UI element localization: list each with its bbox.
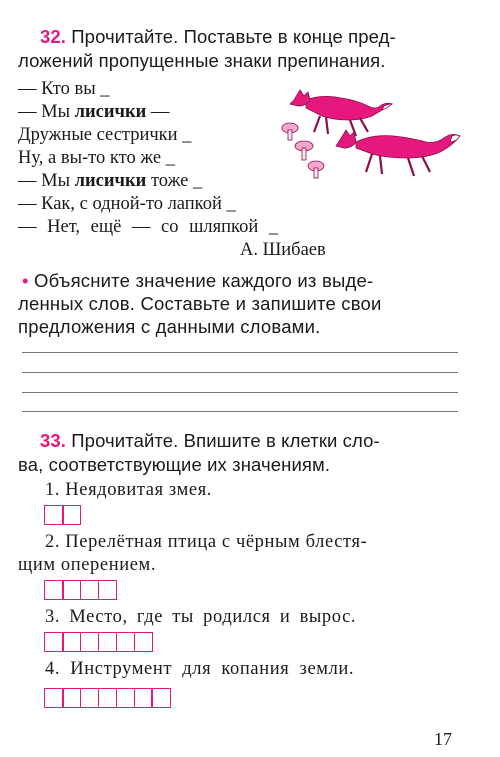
highlighted-word: лисички bbox=[74, 171, 147, 191]
answer-cell[interactable] bbox=[62, 580, 82, 600]
fox-1-head bbox=[290, 90, 310, 106]
writing-line[interactable] bbox=[22, 392, 458, 393]
writing-line[interactable] bbox=[22, 411, 458, 412]
answer-cells-2[interactable] bbox=[44, 580, 116, 600]
answer-cell[interactable] bbox=[116, 632, 136, 652]
ex32-task-line1: • Объясните значение каждого из выде- bbox=[22, 270, 374, 291]
answer-cells-3[interactable] bbox=[44, 632, 151, 652]
ex33-instruction-line1: 33. Прочитайте. Впишите в клетки сло- bbox=[40, 430, 380, 451]
page-number: 17 bbox=[434, 729, 452, 749]
ex33-instruction-line2: ва, соответствующие их значениям. bbox=[18, 454, 331, 475]
writing-line[interactable] bbox=[22, 352, 458, 353]
fox-2-head bbox=[336, 130, 356, 148]
bullet-icon: • bbox=[22, 270, 29, 291]
answer-cell[interactable] bbox=[134, 688, 154, 708]
ex33-number: 33. bbox=[40, 430, 67, 451]
answer-cell[interactable] bbox=[44, 632, 64, 652]
answer-cell[interactable] bbox=[98, 580, 118, 600]
ex32-instruction-line2: ложений пропущенные знаки препинания. bbox=[18, 50, 386, 71]
answer-cells-4[interactable] bbox=[44, 688, 169, 708]
ex33-item-1: 1. Неядовитая змея. bbox=[45, 480, 213, 500]
answer-cell[interactable] bbox=[62, 505, 82, 525]
ex33-item-2-line1: 2. Перелётная птица с чёрным блестя- bbox=[45, 532, 368, 552]
poem-line-1: — Кто вы _ bbox=[18, 79, 110, 99]
answer-cell[interactable] bbox=[134, 632, 154, 652]
answer-cell[interactable] bbox=[44, 505, 64, 525]
answer-cell[interactable] bbox=[44, 688, 64, 708]
ex33-item-2-line2: щим оперением. bbox=[18, 555, 157, 575]
answer-cell[interactable] bbox=[80, 632, 100, 652]
ex32-task-line3: предложения с данными словами. bbox=[18, 316, 321, 337]
answer-cell[interactable] bbox=[44, 580, 64, 600]
writing-line[interactable] bbox=[22, 372, 458, 373]
fox-illustration-icon bbox=[276, 80, 466, 180]
ex32-task-line2: ленных слов. Составьте и запишите свои bbox=[18, 293, 382, 314]
answer-cell[interactable] bbox=[98, 632, 118, 652]
answer-cell[interactable] bbox=[98, 688, 118, 708]
ex32-instruction-line1: 32. Прочитайте. Поставьте в конце пред- bbox=[40, 26, 396, 47]
answer-cells-1[interactable] bbox=[44, 505, 80, 525]
answer-cell[interactable] bbox=[116, 688, 136, 708]
ex33-item-4: 4. Инструмент для копания земли. bbox=[45, 659, 355, 679]
ex33-item-3: 3. Место, где ты родился и вырос. bbox=[45, 607, 357, 627]
ex32-number: 32. bbox=[40, 26, 67, 47]
poem-line-3: Дружные сестрички _ bbox=[18, 125, 192, 145]
mushrooms-icon bbox=[282, 123, 324, 178]
poem-line-6: — Как, с одной-то лапкой _ bbox=[18, 194, 236, 214]
answer-cell[interactable] bbox=[151, 688, 171, 708]
answer-cell[interactable] bbox=[62, 632, 82, 652]
answer-cell[interactable] bbox=[80, 580, 100, 600]
poem-author: А. Шибаев bbox=[240, 240, 326, 260]
highlighted-word: лисички bbox=[74, 102, 147, 122]
poem-line-5: — Мы лисички тоже _ bbox=[18, 171, 203, 191]
poem-line-2: — Мы лисички — bbox=[18, 102, 170, 122]
answer-cell[interactable] bbox=[62, 688, 82, 708]
poem-line-4: Ну, а вы-то кто же _ bbox=[18, 148, 175, 168]
poem-line-7: — Нет, ещё — со шляпкой _ bbox=[18, 217, 279, 237]
answer-cell[interactable] bbox=[80, 688, 100, 708]
